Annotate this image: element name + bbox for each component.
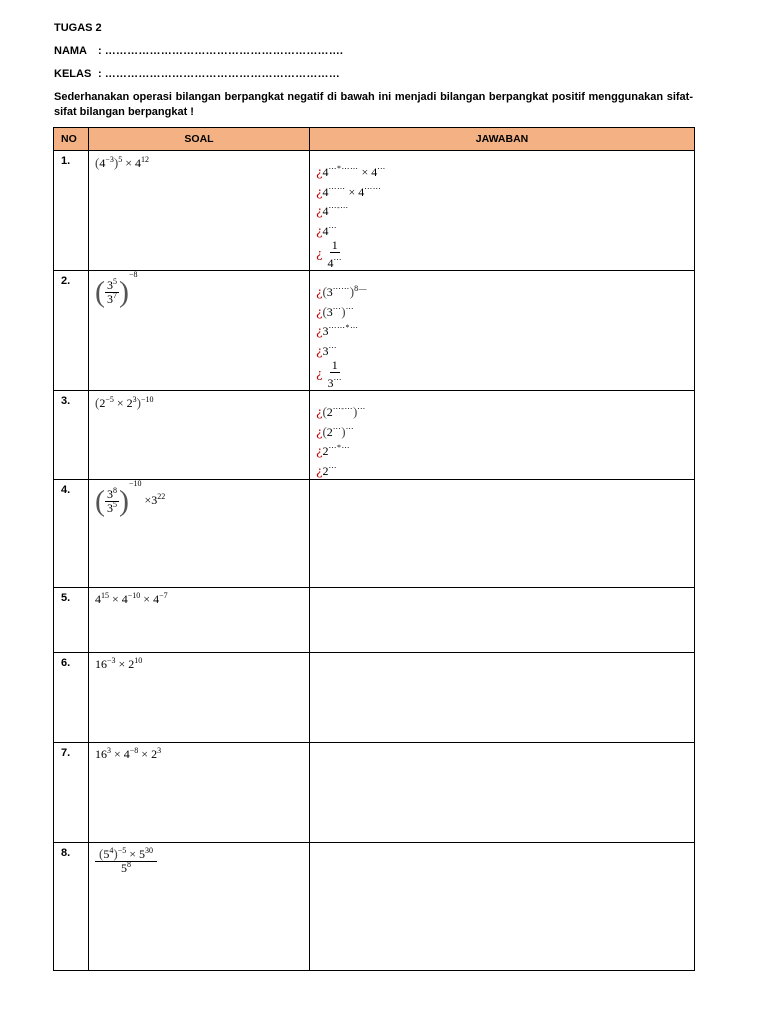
kelas-field[interactable]: ……………………………………………………… [104, 68, 340, 80]
header-jawaban: JAWABAN [310, 128, 695, 151]
header-soal: SOAL [89, 128, 310, 151]
nama-label: NAMA [54, 45, 87, 57]
nama-field[interactable]: ………………………………………………………. [104, 45, 344, 57]
jawaban-5[interactable] [310, 588, 695, 653]
jawaban-1[interactable]: ¿4⋯*⋯⋯ × 4⋯ ¿4⋯⋯ × 4⋯⋯ ¿4⋯-⋯ ¿4⋯ ¿ $\frac{1}{4^\cdots}$ [310, 151, 695, 271]
jawaban-7[interactable] [310, 743, 695, 843]
row-number: 7. [54, 743, 89, 843]
jawaban-8[interactable] [310, 843, 695, 971]
soal-2: ( $\frac{3^5}{3^7}$ )$^{-8}$ [89, 271, 310, 391]
table-row [54, 653, 695, 743]
table-header-row [54, 128, 695, 151]
nama-separator: : [98, 45, 102, 57]
exercise-table [53, 127, 695, 971]
table-row [54, 480, 695, 588]
row-number: 6. [54, 653, 89, 743]
row-number: 3. [54, 391, 89, 480]
row-number: 2. [54, 271, 89, 391]
table-row [54, 588, 695, 653]
soal-4: ( $\frac{3^8}{3^5}$ )$^{-10} \times 3^{22}$ [89, 480, 310, 588]
jawaban-2[interactable]: ¿$(3^{\cdots\cdots})^{8—}$ ¿(3⋯)⋯ ¿3⋯⋯*⋯ ¿3⋯ ¿ $\frac{1}{3^\cdots}$ [310, 271, 695, 391]
row-number: 5. [54, 588, 89, 653]
instruction-text: Sederhanakan operasi bilangan berpangkat negatif di bawah ini menjadi bilangan berpangkat positif menggunakan sifat-sifat bilangan berpangkat ! [54, 91, 693, 118]
table-row [54, 843, 695, 971]
soal-6: $16^{-3} \times 2^{10}$ [89, 653, 310, 743]
soal-7: $16^3 \times 4^{-8} \times 2^3$ [89, 743, 310, 843]
jawaban-6[interactable] [310, 653, 695, 743]
kelas-label: KELAS [54, 68, 92, 80]
row-number: 8. [54, 843, 89, 971]
kelas-separator: : [98, 68, 102, 80]
soal-8: $\frac{(5^4)^{-5} \times 5^{30}}{5^8}$ [89, 843, 310, 971]
assignment-title: TUGAS 2 [54, 22, 102, 34]
table-row [54, 271, 695, 391]
soal-1: $(4^{-3})^5 \times 4^{12}$ [89, 151, 310, 271]
table-row [54, 151, 695, 271]
nama-row [54, 45, 343, 57]
soal-5: $4^{15} \times 4^{-10} \times 4^{-7}$ [89, 588, 310, 653]
jawaban-3[interactable]: ¿(2⋯-⋯)⋯ ¿(2⋯)⋯ ¿2⋯*⋯ ¿2⋯ [310, 391, 695, 480]
row-number: 4. [54, 480, 89, 588]
table-row [54, 391, 695, 480]
row-number: 1. [54, 151, 89, 271]
soal-3: $(2^{-5} \times 2^3)^{-10}$ [89, 391, 310, 480]
header-no: NO [54, 128, 89, 151]
kelas-row [54, 68, 340, 80]
jawaban-4[interactable] [310, 480, 695, 588]
table-row [54, 743, 695, 843]
